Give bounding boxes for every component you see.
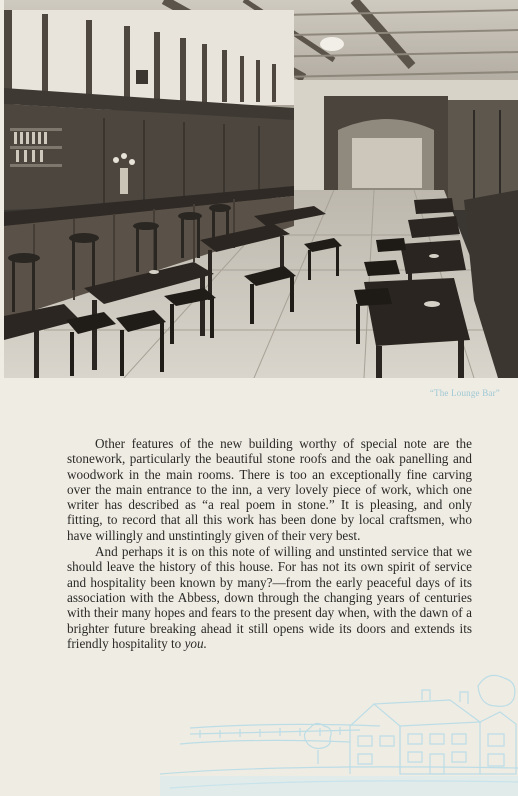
photo-caption: “The Lounge Bar” — [429, 388, 500, 398]
lounge-bar-photo-illustration — [4, 0, 518, 378]
inn-building-sketch — [160, 664, 518, 796]
paragraph-hospitality-text: And perhaps it is on this note of willing and unstinted service that we should leave the history of this house. For has not its own spirit of service and hospitality been known by many?—from the early peaceful days of its association with the Abbess, down through the changing years of centuries with their many hopes and fears to the present day when, with the dawn of a brighter future breaking ahead it still opens wide its doors and extends its friendly hospitality to — [67, 544, 472, 651]
emphasis-you: you. — [184, 635, 207, 651]
inn-building-sketch-icon — [160, 664, 518, 796]
body-text — [67, 436, 472, 651]
paragraph-stonework: Other features of the new building worthy of special note are the stonework, particularly the beautiful stone roofs and the oak panelling and woodwork in the main rooms. There is too an exceptionally fine carving over the main entrance to the inn, a very lovely piece of work, which one writer has described as “a real poem in stone.” It is pleasing, and only fitting, to record that all this work has been done by local craftsmen, who have willingly and unstintingly given of their very best. — [67, 436, 472, 543]
lounge-bar-photo — [4, 0, 518, 378]
paragraph-hospitality — [67, 544, 472, 651]
